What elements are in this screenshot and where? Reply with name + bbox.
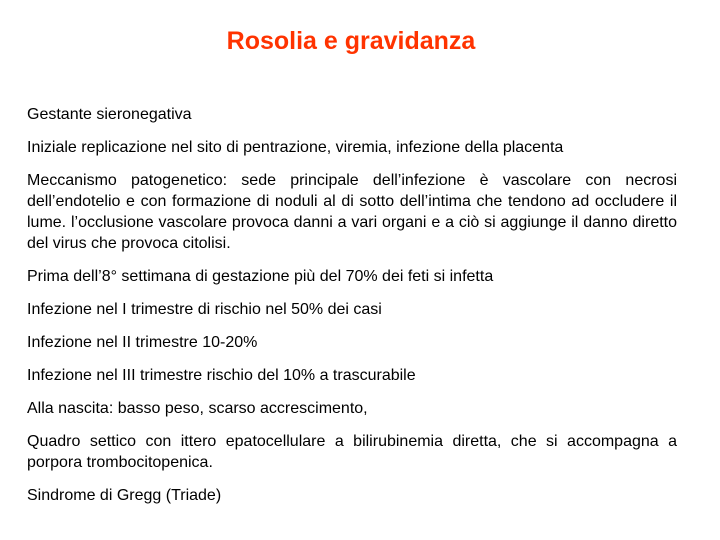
paragraph-alla-nascita: Alla nascita: basso peso, scarso accrescimento, (27, 400, 368, 417)
paragraph-prima-ottava-settimana: Prima dell’8° settimana di gestazione più del 70% dei feti si infetta (27, 268, 494, 285)
paragraph-quadro-settico: Quadro settico con ittero epatocellulare a bilirubinemia diretta, che si accompagna a porpora trombocitopenica. (27, 433, 677, 471)
paragraph-secondo-trimestre: Infezione nel II trimestre 10-20% (27, 334, 258, 351)
paragraph-meccanismo: Meccanismo patogenetico: sede principale dell’infezione è vascolare con necrosi dell’endotelio e con formazione di noduli al di sotto dell’intima che tendono ad occludere il lume. l’occlusione vascolare provoca danni a vari organi e a ciò si aggiunge il danno diretto del virus che provoca citolisi. (27, 172, 677, 252)
paragraph-gestante: Gestante sieronegativa (27, 106, 192, 123)
paragraph-replicazione: Iniziale replicazione nel sito di pentrazione, viremia, infezione della placenta (27, 139, 564, 156)
slide-body (27, 104, 677, 518)
slide-title: Rosolia e gravidanza (226, 27, 476, 55)
paragraph-primo-trimestre: Infezione nel I trimestre di rischio nel 50% dei casi (27, 301, 382, 318)
paragraph-terzo-trimestre: Infezione nel III trimestre rischio del 10% a trascurabile (27, 367, 416, 384)
paragraph-sindrome-gregg: Sindrome di Gregg (Triade) (27, 487, 222, 504)
